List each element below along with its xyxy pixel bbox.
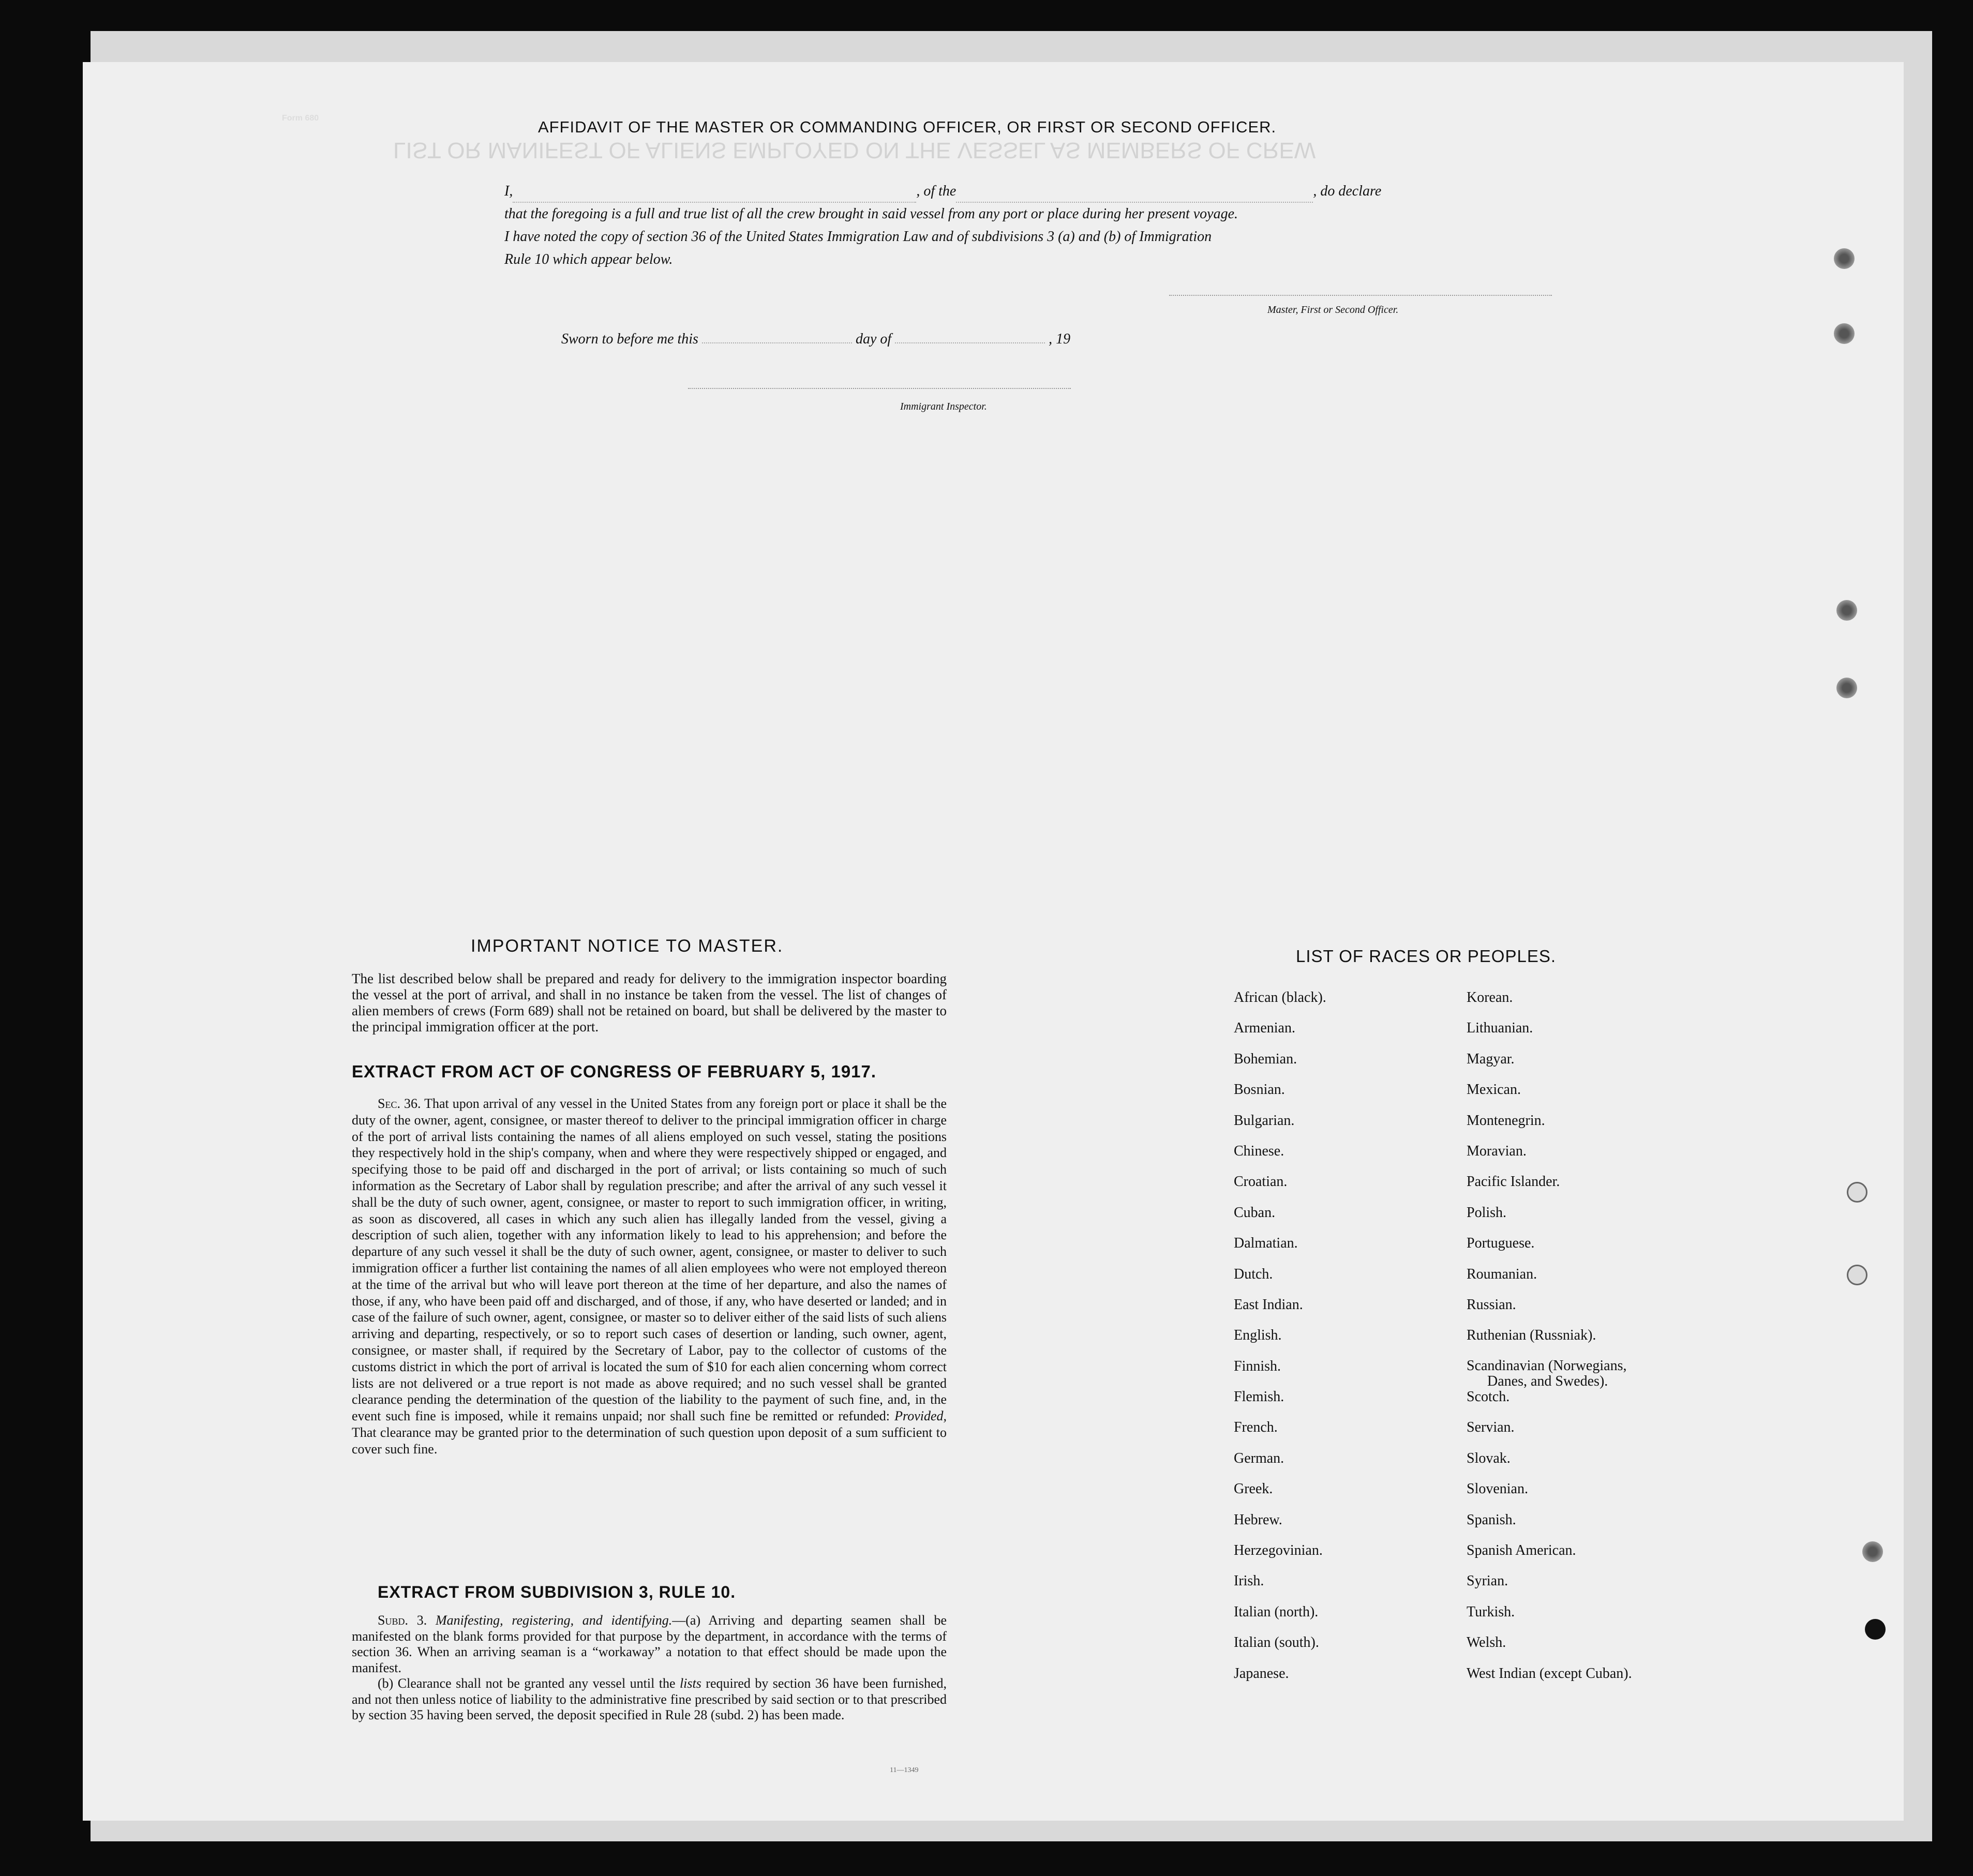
race-item: Armenian. bbox=[1234, 1020, 1295, 1037]
rule-extract-title: EXTRACT FROM SUBDIVISION 3, RULE 10. bbox=[378, 1583, 736, 1601]
print-code: 11—1349 bbox=[890, 1766, 919, 1774]
affidavit-body bbox=[504, 180, 1580, 271]
inspector-signature-line[interactable] bbox=[688, 388, 1071, 389]
notice-title: IMPORTANT NOTICE TO MASTER. bbox=[471, 936, 784, 956]
binder-hole bbox=[1836, 600, 1857, 621]
race-item: East Indian. bbox=[1234, 1296, 1303, 1313]
race-item: Slovenian. bbox=[1467, 1481, 1528, 1497]
race-item: West Indian (except Cuban). bbox=[1467, 1665, 1632, 1682]
race-item: Scandinavian (Norwegians, Danes, and Swedes). bbox=[1467, 1357, 1627, 1389]
race-item: Greek. bbox=[1234, 1481, 1273, 1497]
race-item: Montenegrin. bbox=[1467, 1112, 1545, 1129]
signature-line[interactable] bbox=[1169, 295, 1552, 296]
affidavit-of-the: , of the bbox=[916, 183, 956, 199]
affidavit-line-4: Rule 10 which appear below. bbox=[504, 251, 673, 267]
race-item: Irish. bbox=[1234, 1573, 1264, 1589]
subdivision-3-text bbox=[352, 1613, 947, 1723]
race-item: Bosnian. bbox=[1234, 1082, 1285, 1098]
affidavit-line-3: I have noted the copy of section 36 of the United States Immigration Law and of subdivisions 3 (a) and (b) of Immigration bbox=[504, 229, 1212, 245]
race-item: Ruthenian (Russniak). bbox=[1467, 1327, 1596, 1344]
sworn-month-blank[interactable] bbox=[895, 342, 1045, 343]
subdivision-3-para-a bbox=[352, 1613, 947, 1676]
proviso-label: Provided, bbox=[894, 1408, 947, 1424]
races-column-a bbox=[1234, 989, 1326, 1696]
races-title: LIST OF RACES OR PEOPLES. bbox=[1296, 947, 1557, 966]
race-item: Roumanian. bbox=[1467, 1266, 1537, 1282]
affidavit-title: AFFIDAVIT OF THE MASTER OR COMMANDING OFFICER, OR FIRST OR SECOND OFFICER. bbox=[538, 118, 1277, 136]
race-item: German. bbox=[1234, 1450, 1284, 1466]
bleed-through-heading: LIST OR MANIFEST OF ALIENS EMPLOYED ON THE VESSEL AS MEMBERS OF CREW bbox=[393, 138, 1316, 163]
race-item: Finnish. bbox=[1234, 1358, 1281, 1374]
race-item: Bohemian. bbox=[1234, 1050, 1297, 1067]
race-item: French. bbox=[1234, 1419, 1278, 1436]
race-item: Scotch. bbox=[1467, 1389, 1510, 1405]
binder-hole bbox=[1836, 678, 1857, 698]
vessel-name-blank[interactable] bbox=[956, 180, 1313, 203]
inspector-label: Immigrant Inspector. bbox=[900, 401, 987, 412]
race-item: Cuban. bbox=[1234, 1204, 1276, 1221]
form-page bbox=[83, 62, 1904, 1821]
affidavit-i: I, bbox=[504, 183, 513, 199]
act-extract-title: EXTRACT FROM ACT OF CONGRESS OF FEBRUARY 5, 1917. bbox=[352, 1062, 877, 1081]
race-item: Magyar. bbox=[1467, 1050, 1515, 1067]
race-item: Bulgarian. bbox=[1234, 1112, 1295, 1129]
binder-hole bbox=[1834, 248, 1855, 269]
race-item: Chinese. bbox=[1234, 1143, 1284, 1159]
affidavit-line-1 bbox=[504, 180, 1580, 203]
race-item: Polish. bbox=[1467, 1204, 1507, 1221]
race-item: Dutch. bbox=[1234, 1266, 1273, 1282]
race-item: Japanese. bbox=[1234, 1665, 1289, 1682]
race-item: Lithuanian. bbox=[1467, 1020, 1533, 1037]
race-item: African (black). bbox=[1234, 989, 1326, 1005]
race-item: Mexican. bbox=[1467, 1082, 1521, 1098]
race-item: Pacific Islander. bbox=[1467, 1174, 1560, 1190]
section-36-text bbox=[352, 1095, 947, 1458]
binder-hole bbox=[1865, 1619, 1886, 1640]
subd-para-b-lists: lists bbox=[679, 1676, 701, 1691]
affidavit-do-declare: , do declare bbox=[1313, 183, 1382, 199]
races-column-b bbox=[1467, 989, 1632, 1696]
proviso-text: That clearance may be granted prior to the determination of such question upon deposit of a sum sufficient to cover such fine. bbox=[352, 1424, 947, 1457]
subd-label: Subd. 3. bbox=[378, 1613, 427, 1628]
sworn-year: , 19 bbox=[1049, 331, 1071, 347]
binder-hole bbox=[1847, 1265, 1867, 1285]
race-item: Welsh. bbox=[1467, 1634, 1506, 1651]
signature-label: Master, First or Second Officer. bbox=[1267, 304, 1399, 316]
race-item: Turkish. bbox=[1467, 1603, 1515, 1620]
sworn-day-blank[interactable] bbox=[702, 342, 852, 343]
sec-36-body: That upon arrival of any vessel in the United States from any foreign port or place it shall be the duty of the owner, agent, consignee, or master thereof to deliver to the principal immigration officer in charge of the port of arrival lists containing the names of all aliens employed on such vessel, stating the positions they respectively hold in the ship's company, when and where they were respectively shipped or engaged, and specifying those to be paid off and discharged in the port of arrival; or lists containing so much of such information as the Secretary of Labor shall by regulation prescribe; and after the arrival of any such vessel it shall be the duty of such owner, agent, consignee, or master to report to such immigration officer, in writing, as soon as discovered, all cases in which any such alien has illegally landed from the vessel, giving a description of such alien, together with any information likely to lead to his apprehension; and before the departure of any such vessel it shall be the duty of such owner, agent, consignee, or master to deliver to such immigration officer a further list containing the names of all alien employees who were not employed thereon at the time of the arrival but who will leave port thereon at the time of her departure, and also the names of those, if any, who have been paid off and discharged, and of those, if any, who have deserted or landed; and in case of the failure of such owner, agent, consignee, or master so to deliver either of the said lists of such aliens arriving and departing, respectively, or so to report such cases of desertion or landing, such owner, agent, consignee, or master shall, if required by the Secretary of Labor, pay to the collector of customs of the customs district in which the port of arrival is located the sum of $10 for each alien concerning whom correct lists are not delivered or a true report is not made as above required; and no such vessel shall be granted clearance pending the determination of the question of the liability to the payment of such fine, and, in the event such fine is imposed, while it remains unpaid; nor shall such fine be remitted or refunded: bbox=[352, 1096, 947, 1424]
race-item: Italian (south). bbox=[1234, 1634, 1319, 1651]
race-item: Herzegovinian. bbox=[1234, 1542, 1323, 1559]
race-item: English. bbox=[1234, 1327, 1282, 1344]
sec-36-label: Sec. 36. bbox=[378, 1096, 421, 1111]
race-item: Servian. bbox=[1467, 1419, 1515, 1436]
subd-para-b-label: (b) bbox=[378, 1676, 394, 1691]
sworn-day-of: day of bbox=[855, 331, 892, 347]
race-item: Flemish. bbox=[1234, 1389, 1284, 1405]
race-item: Portuguese. bbox=[1467, 1235, 1535, 1252]
subd-heading: Manifesting, registering, and identifying. bbox=[435, 1613, 672, 1628]
subd-para-a: —(a) Arriving and departing seamen shall be manifested on the blank forms provided for that purpose by the department, in accordance with the terms of section 36. When an arriving seaman is a “workaway” a notation to that effect should be made upon the manifest. bbox=[352, 1613, 947, 1675]
race-item: Korean. bbox=[1467, 989, 1513, 1005]
race-item: Russian. bbox=[1467, 1296, 1516, 1313]
race-item: Hebrew. bbox=[1234, 1511, 1282, 1528]
subd-para-b-1: Clearance shall not be granted any vessel until the bbox=[397, 1676, 676, 1691]
affidavit-line-2: that the foregoing is a full and true list of all the crew brought in said vessel from any port or place during her present voyage. bbox=[504, 206, 1238, 222]
race-item: Croatian. bbox=[1234, 1174, 1288, 1190]
race-item: Moravian. bbox=[1467, 1143, 1527, 1159]
race-item: Dalmatian. bbox=[1234, 1235, 1298, 1252]
race-item: Spanish American. bbox=[1467, 1542, 1576, 1559]
subd-para-b-2: required by section 36 have been furnished, and not then unless notice of liability to the administrative fine prescribed by said section or to that prescribed by section 35 having been served, the deposit specified in Rule 28 (subd. 2) has been made. bbox=[352, 1676, 947, 1722]
sworn-text: Sworn to before me this bbox=[561, 331, 698, 347]
binder-hole bbox=[1834, 323, 1855, 344]
master-name-blank[interactable] bbox=[513, 180, 916, 203]
sworn-statement bbox=[561, 331, 1070, 348]
binder-hole bbox=[1847, 1182, 1867, 1203]
race-item: Italian (north). bbox=[1234, 1603, 1319, 1620]
subdivision-3-para-b bbox=[352, 1676, 947, 1723]
binder-hole bbox=[1862, 1541, 1883, 1562]
notice-body: The list described below shall be prepared and ready for delivery to the immigration inspector boarding the vessel at the port of arrival, and shall in no instance be taken from the vessel. The list of changes of alien members of crews (Form 689) shall not be retained on board, but shall be delivered by the master to the principal immigration officer at the port. bbox=[352, 971, 947, 1034]
race-item: Spanish. bbox=[1467, 1511, 1516, 1528]
race-item: Syrian. bbox=[1467, 1573, 1508, 1589]
form-number: Form 680 bbox=[282, 114, 319, 123]
race-item: Slovak. bbox=[1467, 1450, 1511, 1466]
